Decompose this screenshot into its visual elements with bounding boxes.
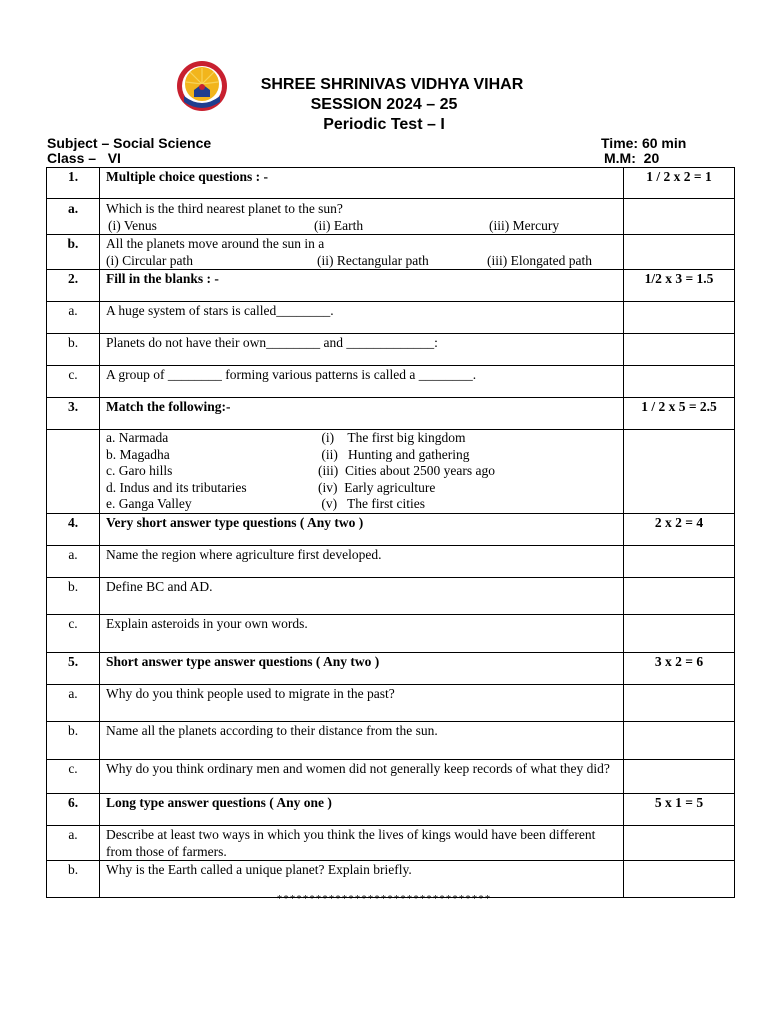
- question-text: Why do you think people used to migrate in the past?: [100, 685, 624, 722]
- question-number: b.: [47, 334, 100, 366]
- section-marks: 1 / 2 x 2 = 1: [624, 168, 735, 199]
- question-row: [47, 302, 735, 334]
- section-row: [47, 398, 735, 430]
- section-number: 6.: [47, 794, 100, 826]
- max-marks-label: M.M: 20: [604, 150, 660, 166]
- question-row: [47, 826, 735, 861]
- match-right-item: (iv) Early agriculture: [318, 479, 436, 495]
- question-row: [47, 685, 735, 722]
- section-marks: 2 x 2 = 4: [624, 514, 735, 546]
- section-number: 1.: [47, 168, 100, 199]
- question-number: a.: [47, 685, 100, 722]
- question-number: a.: [47, 302, 100, 334]
- match-left-item: b. Magadha: [106, 446, 170, 462]
- question-number: a.: [47, 199, 100, 235]
- marks-cell: [624, 366, 735, 398]
- section-row: [47, 514, 735, 546]
- marks-cell: [624, 302, 735, 334]
- section-number: 3.: [47, 398, 100, 430]
- section-title: Very short answer type questions ( Any two ): [100, 514, 624, 546]
- match-right-item: (i) The first big kingdom: [318, 430, 466, 445]
- section-title: Short answer type answer questions ( Any two ): [100, 653, 624, 685]
- option: (ii) Earth: [314, 217, 364, 233]
- marks-cell: [624, 546, 735, 578]
- section-number: 2.: [47, 270, 100, 302]
- question-text: Why is the Earth called a unique planet? Explain briefly.: [100, 861, 624, 898]
- section-marks: 1/2 x 3 = 1.5: [624, 270, 735, 302]
- section-row: [47, 794, 735, 826]
- marks-cell: [624, 235, 735, 270]
- question-row: [47, 615, 735, 653]
- section-number: 4.: [47, 514, 100, 546]
- question-text: Explain asteroids in your own words.: [100, 615, 624, 653]
- question-text: All the planets move around the sun in a: [106, 236, 325, 251]
- question-text: Planets do not have their own________ and _____________:: [100, 334, 624, 366]
- match-cell: [100, 430, 624, 514]
- match-left-item: a. Narmada: [106, 430, 169, 445]
- section-row: [47, 270, 735, 302]
- option: (i) Venus: [108, 217, 157, 233]
- section-title: Long type answer questions ( Any one ): [100, 794, 624, 826]
- match-grid: [106, 430, 617, 513]
- question-text: A group of ________ forming various patterns is called a ________.: [100, 366, 624, 398]
- marks-cell: [624, 430, 735, 514]
- option: (i) Circular path: [106, 252, 193, 268]
- option: (iii) Mercury: [489, 217, 560, 233]
- test-title: Periodic Test – I: [323, 116, 445, 133]
- question-row: [47, 578, 735, 615]
- section-number: 5.: [47, 653, 100, 685]
- question-text: Name the region where agriculture first developed.: [100, 546, 624, 578]
- question-row: [47, 366, 735, 398]
- question-text: Why do you think ordinary men and women did not generally keep records of what they did?: [100, 760, 624, 794]
- question-row: [47, 334, 735, 366]
- match-right-item: (iii) Cities about 2500 years ago: [318, 463, 495, 478]
- question-text: Name all the planets according to their distance from the sun.: [100, 722, 624, 760]
- question-text: Define BC and AD.: [100, 578, 624, 615]
- question-text: Which is the third nearest planet to the sun?: [106, 201, 343, 216]
- time-label: Time: 60 min: [601, 135, 687, 151]
- question-number: c.: [47, 760, 100, 794]
- subject-label: Subject – Social Science: [47, 135, 212, 151]
- question-cell: [100, 199, 624, 235]
- match-left-item: e. Ganga Valley: [106, 496, 192, 511]
- marks-cell: [624, 722, 735, 760]
- section-marks: 1 / 2 x 5 = 2.5: [624, 398, 735, 430]
- section-marks: 5 x 1 = 5: [624, 794, 735, 826]
- option: (ii) Rectangular path: [317, 252, 429, 268]
- section-title: Match the following:-: [100, 398, 624, 430]
- question-text: Describe at least two ways in which you think the lives of kings would have been different from those of farmers.: [100, 826, 624, 861]
- question-number: a.: [47, 826, 100, 861]
- match-row: [47, 430, 735, 514]
- footer-stars: *********************************: [276, 893, 492, 905]
- marks-cell: [624, 826, 735, 861]
- option: (iii) Elongated path: [487, 252, 592, 268]
- options-row: [106, 253, 617, 270]
- question-number: b.: [47, 861, 100, 898]
- section-row: [47, 653, 735, 685]
- match-left-item: d. Indus and its tributaries: [106, 479, 247, 495]
- section-marks: 3 x 2 = 6: [624, 653, 735, 685]
- question-row: [47, 722, 735, 760]
- section-title: Multiple choice questions : -: [100, 168, 624, 199]
- marks-cell: [624, 615, 735, 653]
- section-row: [47, 168, 735, 199]
- marks-cell: [624, 760, 735, 794]
- match-left-item: c. Garo hills: [106, 463, 173, 478]
- question-cell: [100, 235, 624, 270]
- section-title: Fill in the blanks : -: [100, 270, 624, 302]
- marks-cell: [624, 334, 735, 366]
- question-table: [46, 167, 735, 898]
- marks-cell: [624, 578, 735, 615]
- marks-cell: [624, 685, 735, 722]
- question-text: A huge system of stars is called________.: [100, 302, 624, 334]
- marks-cell: [624, 199, 735, 235]
- question-number: c.: [47, 615, 100, 653]
- match-number-cell: [47, 430, 100, 514]
- question-number: a.: [47, 546, 100, 578]
- class-label: Class – VI: [47, 150, 121, 166]
- question-number: b.: [47, 722, 100, 760]
- match-right-item: (ii) Hunting and gathering: [318, 446, 470, 462]
- question-row: [47, 760, 735, 794]
- question-row: [47, 546, 735, 578]
- session-title: SESSION 2024 – 25: [310, 96, 458, 113]
- question-row: [47, 235, 735, 270]
- options-row: [106, 218, 617, 235]
- question-number: b.: [47, 235, 100, 270]
- question-number: c.: [47, 366, 100, 398]
- question-row: [47, 861, 735, 898]
- question-number: b.: [47, 578, 100, 615]
- question-row: [47, 199, 735, 235]
- school-name: SHREE SHRINIVAS VIDHYA VIHAR: [260, 76, 524, 93]
- match-right-item: (v) The first cities: [318, 496, 425, 511]
- marks-cell: [624, 861, 735, 898]
